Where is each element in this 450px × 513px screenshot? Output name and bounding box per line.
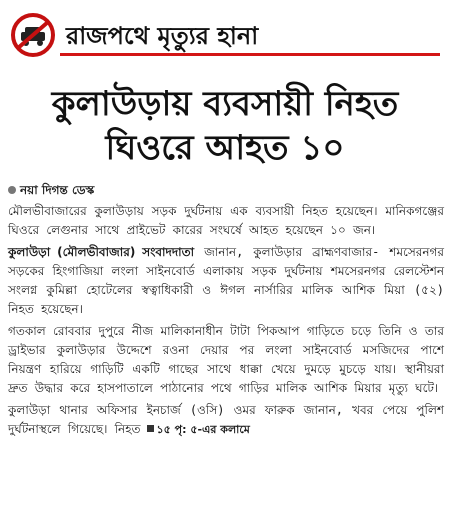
byline-text: নয়া দিগন্ত ডেস্ক [20, 183, 95, 197]
paragraph-4 [8, 401, 444, 439]
square-bullet-icon [147, 425, 154, 432]
article-body [8, 202, 444, 442]
headline-line-2: ঘিওরে আহত ১০ [105, 128, 345, 168]
kicker-underline [60, 18, 440, 56]
section-header [0, 0, 450, 68]
accident-car-icon [10, 12, 56, 58]
headline [0, 82, 450, 170]
paragraph-1: মৌলভীবাজারের কুলাউড়ায় সড়ক দুর্ঘটনায় এক ব্যবসায়ী নিহত হয়েছেন। মানিকগঞ্জের ঘিওরে লেগুনার সাথে প্রাইভেট কারের সংঘর্ষে আহত হয়েছেন ১০ জন। [8, 204, 444, 237]
continuation-note: ১৫ পৃ: ৫-এর কলামে [156, 423, 250, 436]
paragraph-2-text: জানান, কুলাউড়ার ব্রাহ্মণবাজার- শমসেরনগর সড়কের হিংগাজিয়া লংলা সাইনবোর্ড এলাকায় সড়ক দুর্ঘটনায় শমসেরনগর রেলস্টেশন সংলগ্ন কুমিল্লা হোটেলের স্বত্বাধিকারী ও ঈগল নার্সারির মালিক আশিক মিয়া (৫২) নিহত হয়েছেন। [8, 245, 444, 316]
bullet-icon [8, 186, 16, 194]
paragraph-3: গতকাল রোববার দুপুরে নীজ মালিকানাধীন টাটা পিকআপ গাড়িতে চড়ে তিনি ও তার ড্রাইভার কুলাউড়ার উদ্দেশে রওনা দেয়ার পর লংলা সাইনবোর্ড মসজিদের পাশে নিয়ন্ত্রণ হারিয়ে গাড়িটি একটি গাছের সাথে ধাক্কা খেয়ে দুমড়ে মুচড়ে যায়। স্থানীয়রা দ্রুত উদ্ধার করে হাসপাতালে পাঠানোর পথে গাড়ির মালিক আশিক মিয়ার মৃত্যু ঘটে। [8, 324, 444, 395]
kicker-title: রাজপথে মৃত্যুর হানা [66, 22, 259, 50]
byline [8, 182, 94, 202]
paragraph-2 [8, 243, 444, 319]
dateline-lead: কুলাউড়া (মৌলভীবাজার) সংবাদদাতা [8, 245, 195, 259]
headline-line-1: কুলাউড়ায় ব্যবসায়ী নিহত [51, 84, 399, 124]
paragraph-4-text: কুলাউড়া থানার অফিসার ইনচার্জ (ওসি) ওমর ফারুক জানান, খবর পেয়ে পুলিশ দুর্ঘটনাস্থলে গিয়েছে। নিহত [8, 403, 444, 436]
